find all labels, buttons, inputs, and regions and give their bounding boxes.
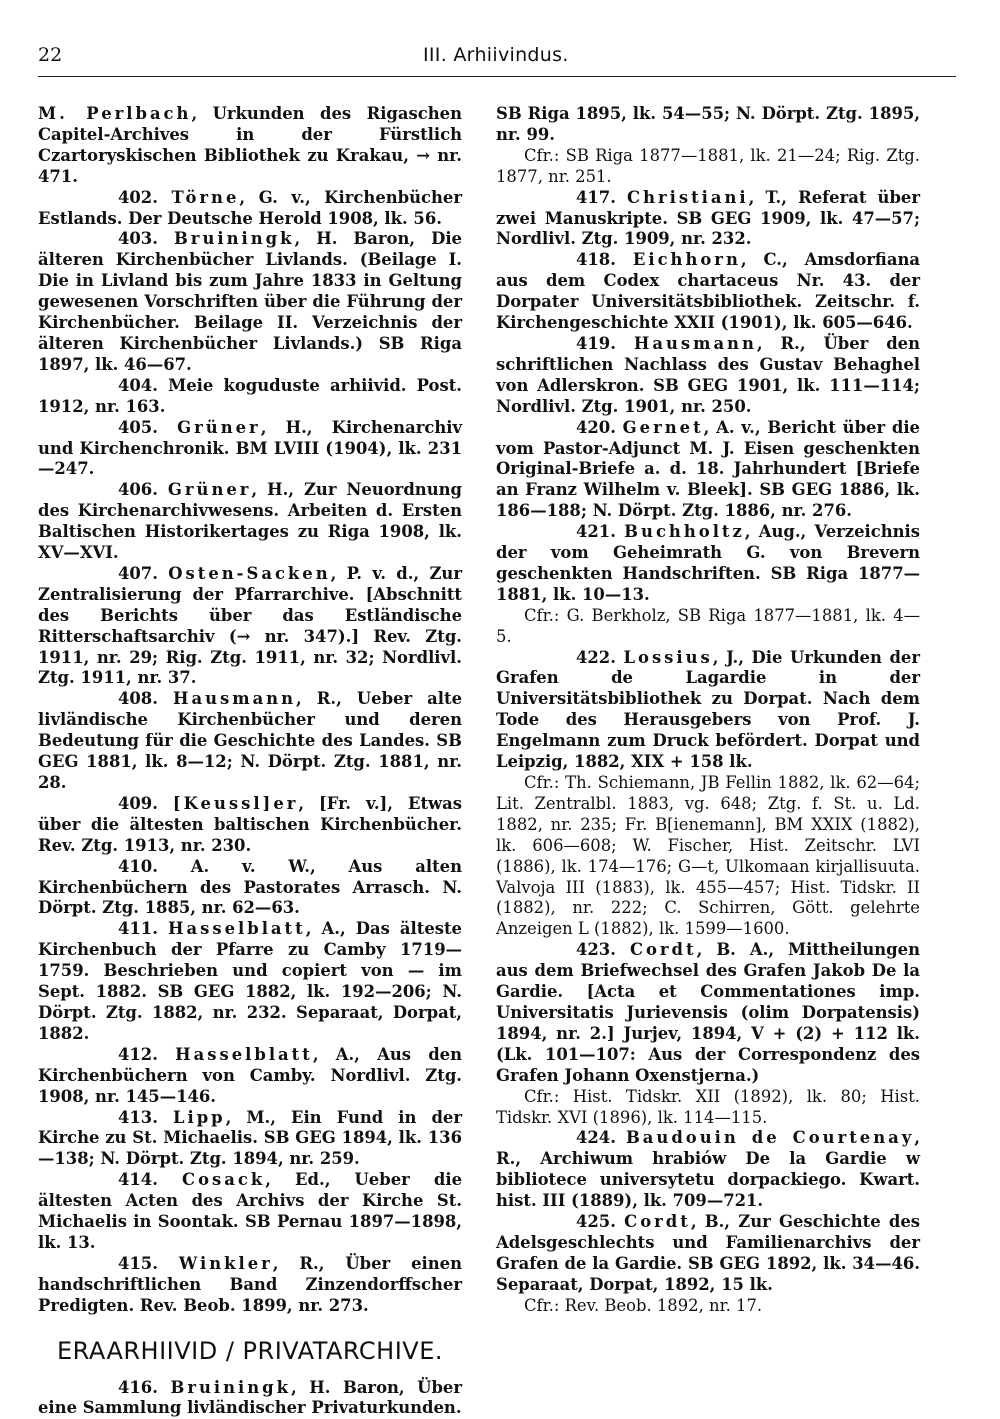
- entry-number: 403.: [118, 229, 158, 249]
- bibliography-entry: [38, 376, 462, 418]
- right-column: [496, 104, 920, 1317]
- entry-number: 411.: [118, 919, 158, 939]
- entry-continuation: [496, 104, 920, 146]
- entry-text: A. v. W., Aus alten Kirchenbüchern des Pastorates Arrasch. N. Dörpt. Ztg. 1885, nr. 62—63.: [38, 856, 462, 918]
- bibliography-entry: [38, 229, 462, 375]
- entry-text: , H., Zur Neuordnung des Kirchenarchivwesens. Arbeiten d. Ersten Baltischen Historikertages zu Riga 1908, lk. XV—XVI.: [38, 480, 462, 563]
- bibliography-entry: [496, 188, 920, 251]
- entry-number: 420.: [576, 417, 616, 437]
- bibliography-entry: [496, 1128, 920, 1212]
- entry-number: 406.: [118, 480, 158, 500]
- entry-text: Meie koguduste arhiivid. Post. 1912, nr. 163.: [38, 375, 462, 416]
- bibliography-entry: [38, 1045, 462, 1108]
- entry-author: Lipp: [172, 1107, 226, 1127]
- cross-reference: Cfr.: Th. Schiemann, JB Fellin 1882, lk. 62—64; Lit. Zentralbl. 1883, vg. 648; Ztg. f. St. u. Ld. 1882, nr. 235; Fr. B[ienemann], BM XXIX (1882), lk. 606—608; W. Fischer, Hist. Zeitschr. LVI (1886), lk. 174—176; G—t, Ulkomaan kirjallisuuta. Valvoja III (1883), lk. 455—457; Hist. Tidskr. II (1882), nr. 222; C. Schirren, Gött. gelehrte Anzeigen L (1882), lk. 1599—1600.: [496, 773, 920, 939]
- header-rule: [38, 76, 956, 77]
- bibliography-entry: [38, 689, 462, 794]
- bibliography-entry: [496, 1212, 920, 1296]
- cross-reference: Cfr.: Hist. Tidskr. XII (1892), lk. 80; Hist. Tidskr. XVI (1896), lk. 114—115.: [496, 1086, 920, 1127]
- entry-number: 423.: [576, 940, 616, 960]
- entry-text: , J., Die Urkunden der Grafen de Lagardie in der Universitätsbibliothek zu Dorpat. Nach dem Tode des Herausgebers von Prof. J. Engelmann zum Druck befördert. Dorpat und Leipzig, 1882, XIX + 158 lk.: [496, 647, 920, 772]
- bibliography-entry: [38, 1378, 462, 1419]
- entry-text: , A., Das älteste Kirchenbuch der Pfarre zu Camby 1719—1759. Beschrieben und copiert von — im Sept. 1882. SB GEG 1882, lk. 192—206; N. Dörpt. Ztg. 1882, nr. 232. Separaat, Dorpat, 1882.: [38, 919, 462, 1043]
- cross-reference: Cfr.: SB Riga 1877—1881, lk. 21—24; Rig. Ztg. 1877, nr. 251.: [496, 145, 920, 186]
- entry-text: , G. v., Kirchenbücher Estlands. Der Deutsche Herold 1908, lk. 56.: [38, 187, 462, 228]
- entry-author: Törne: [171, 187, 240, 207]
- entry-number: 402.: [118, 187, 158, 207]
- bibliography-entry: [496, 418, 920, 523]
- bibliography-entry: [38, 794, 462, 857]
- entry-number: 413.: [118, 1107, 158, 1127]
- entry-text: , R., Archiwum hrabiów De la Gardie w bibliotece universytetu dorpackiego. Kwart. hist. III (1889), lk. 709—721.: [496, 1128, 920, 1211]
- entry-text: , [Fr. v.], Etwas über die ältesten baltischen Kirchenbücher. Rev. Ztg. 1913, nr. 230.: [38, 793, 462, 855]
- bibliography-entry: [38, 480, 462, 564]
- bibliography-entry: [496, 648, 920, 773]
- bibliography-entry: [496, 334, 920, 418]
- entry-number: 419.: [576, 333, 616, 353]
- entry-author: Gernet: [622, 417, 704, 437]
- entry-text: , H., Kirchenarchiv und Kirchenchronik. BM LVIII (1904), lk. 231—247.: [38, 417, 462, 479]
- cross-reference: Cfr.: Rev. Beob. 1892, nr. 17.: [524, 1295, 763, 1315]
- entry-number: 414.: [118, 1170, 158, 1190]
- entry-author: M. Perlbach: [38, 104, 192, 123]
- cross-reference: Cfr.: G. Berkholz, SB Riga 1877—1881, lk. 4—5.: [496, 605, 920, 646]
- bibliography-entry: [38, 564, 462, 689]
- entry-author: Cordt: [624, 1212, 691, 1232]
- entry-author: Hausmann: [633, 333, 757, 353]
- bibliography-entry: [496, 250, 920, 334]
- entry-author: Grüner: [177, 417, 261, 437]
- entry-number: 407.: [118, 563, 158, 583]
- entry-author: Hasselblatt: [168, 919, 306, 939]
- bibliography-entry: [38, 188, 462, 230]
- entry-author: Christiani: [627, 187, 749, 207]
- entry-number: 425.: [576, 1212, 616, 1232]
- left-column: [38, 104, 462, 1419]
- entry-author: Bruiningk: [170, 1377, 291, 1397]
- bibliography-entry: [496, 940, 920, 1086]
- bibliography-entry: [38, 919, 462, 1044]
- section-heading: ERAARHIIVID / PRIVATARCHIVE.: [56, 1336, 444, 1365]
- entry-author: Cordt: [629, 940, 697, 960]
- entry-text: , M., Ein Fund in der Kirche zu St. Michaelis. SB GEG 1894, lk. 136—138; N. Dörpt. Ztg. 1894, nr. 259.: [38, 1107, 462, 1169]
- entry-text: SB Riga 1895, lk. 54—55; N. Dörpt. Ztg. 1895, nr. 99.: [496, 104, 920, 144]
- entry-number: 422.: [576, 647, 616, 667]
- running-title: III. Arhiivindus.: [423, 44, 569, 66]
- entry-number: 418.: [576, 250, 616, 270]
- entry-text: , T., Referat über zwei Manuskripte. SB GEG 1909, lk. 47—57; Nordlivl. Ztg. 1909, nr. 232.: [496, 187, 920, 249]
- entry-text: , A., Aus den Kirchenbüchern von Camby. Nordlivl. Ztg. 1908, nr. 145—146.: [38, 1044, 462, 1106]
- entry-number: 424.: [576, 1128, 616, 1148]
- entry-text: , H. Baron, Über eine Sammlung livländischer Privaturkunden.: [38, 1377, 462, 1418]
- bibliography-entry: [38, 418, 462, 481]
- entry-author: Osten-Sacken: [168, 563, 331, 583]
- bibliography-entry: [38, 1170, 462, 1254]
- bibliography-entry: [38, 1254, 462, 1317]
- entry-author: Hasselblatt: [175, 1044, 313, 1064]
- bibliography-entry: [38, 857, 462, 920]
- entry-author: Bruiningk: [173, 229, 295, 249]
- entry-text: , Aug., Verzeichnis der vom Geheimrath G. von Brevern geschenkten Handschriften. SB Riga 1877—1881, lk. 10—13.: [496, 522, 920, 604]
- bibliography-entry: [38, 1108, 462, 1171]
- entry-author: Lossius: [623, 647, 713, 667]
- entry-text: , C., Amsdorfiana aus dem Codex chartaceus Nr. 43. der Dorpater Universitätsbibliothek. Zeitschr. f. Kirchengeschichte XXII (1901), lk. 605—646.: [496, 250, 920, 333]
- entry-text: , Urkunden des Rigaschen Capitel-Archives in der Fürstlich Czartoryskischen Bibliothek zu Krakau, → nr. 471.: [38, 104, 462, 186]
- entry-text: , B. A., Mittheilungen aus dem Briefwechsel des Grafen Jakob De la Gardie. [Acta et Commentationes imp. Universitatis Jurievensis (olim Dorpatensis) 1894, nr. 2.] Jurjev, 1894, V + (2) + 112 lk. (Lk. 101—107: Aus der Correspondenz des Grafen Johann Oxenstjerna.): [496, 940, 920, 1085]
- entry-author: Grüner: [167, 480, 252, 500]
- entry-number: 404.: [118, 375, 158, 395]
- page-header: [38, 44, 956, 74]
- entry-text: , P. v. d., Zur Zentralisierung der Pfarrarchive. [Abschnitt des Berichts über das Estländische Ritterschaftsarchiv (→ nr. 347).] Rev. Ztg. 1911, nr. 29; Rig. Ztg. 1911, nr. 32; Nordlivl. Ztg. 1911, nr. 37.: [38, 563, 462, 688]
- entry-author: Eichhorn: [632, 250, 741, 270]
- entry-number: 409.: [118, 793, 158, 813]
- bibliography-entry: [38, 104, 462, 188]
- entry-author: Baudouin de Courtenay: [625, 1128, 915, 1148]
- page-number: 22: [38, 44, 63, 66]
- entry-number: 417.: [576, 187, 616, 207]
- entry-text: , A. v., Bericht über die vom Pastor-Adjunct M. J. Eisen geschenkten Original-Briefe a. d. 18. Jahrhundert [Briefe an Franz Wilhelm v. Bleek]. SB GEG 1886, lk. 186—188; N. Dörpt. Ztg. 1886, nr. 276.: [496, 417, 920, 521]
- bibliography-entry: [496, 522, 920, 606]
- entry-number: 415.: [118, 1253, 158, 1273]
- entry-number: 405.: [118, 417, 158, 437]
- entry-author: Hausmann: [172, 689, 297, 709]
- entry-number: 408.: [118, 689, 158, 709]
- entry-text: , B., Zur Geschichte des Adelsgeschlechts und Familienarchivs der Grafen de la Gardie. SB GEG 1892, lk. 34—46. Separaat, Dorpat, 1892, 15 lk.: [496, 1212, 920, 1294]
- entry-text: , R., Über den schriftlichen Nachlass des Gustav Behaghel von Adlerskron. SB GEG 1901, lk. 111—114; Nordlivl. Ztg. 1901, nr. 250.: [496, 333, 920, 416]
- entry-author: Winkler: [178, 1253, 273, 1273]
- entry-number: 421.: [576, 522, 616, 542]
- entry-author: Buchholtz: [624, 522, 745, 542]
- entry-text: , Ed., Ueber die ältesten Acten des Archivs der Kirche St. Michaelis in Soontak. SB Pernau 1897—1898, lk. 13.: [38, 1170, 462, 1252]
- entry-author: [Keussl]er: [172, 793, 299, 813]
- entry-number: 410.: [118, 856, 158, 876]
- entry-text: , H. Baron, Die älteren Kirchenbücher Livlands. (Beilage I. Die in Livland bis zum Jahre 1833 in Geltung gewesenen Vorschriften über die Führung der Kirchenbücher. Beilage II. Verzeichnis der älteren Kirchenbücher Livlands.) SB Riga 1897, lk. 46—67.: [38, 229, 462, 374]
- entry-text: , R., Ueber alte livländische Kirchenbücher und deren Bedeutung für die Geschichte des Landes. SB GEG 1881, lk. 8—12; N. Dörpt. Ztg. 1881, nr. 28.: [38, 689, 462, 792]
- entry-number: 412.: [118, 1044, 158, 1064]
- entry-text: , R., Über einen handschriftlichen Band Zinzendorffscher Predigten. Rev. Beob. 1899, nr. 273.: [38, 1253, 462, 1315]
- entry-number: 416.: [118, 1377, 158, 1397]
- entry-author: Cosack: [182, 1170, 266, 1190]
